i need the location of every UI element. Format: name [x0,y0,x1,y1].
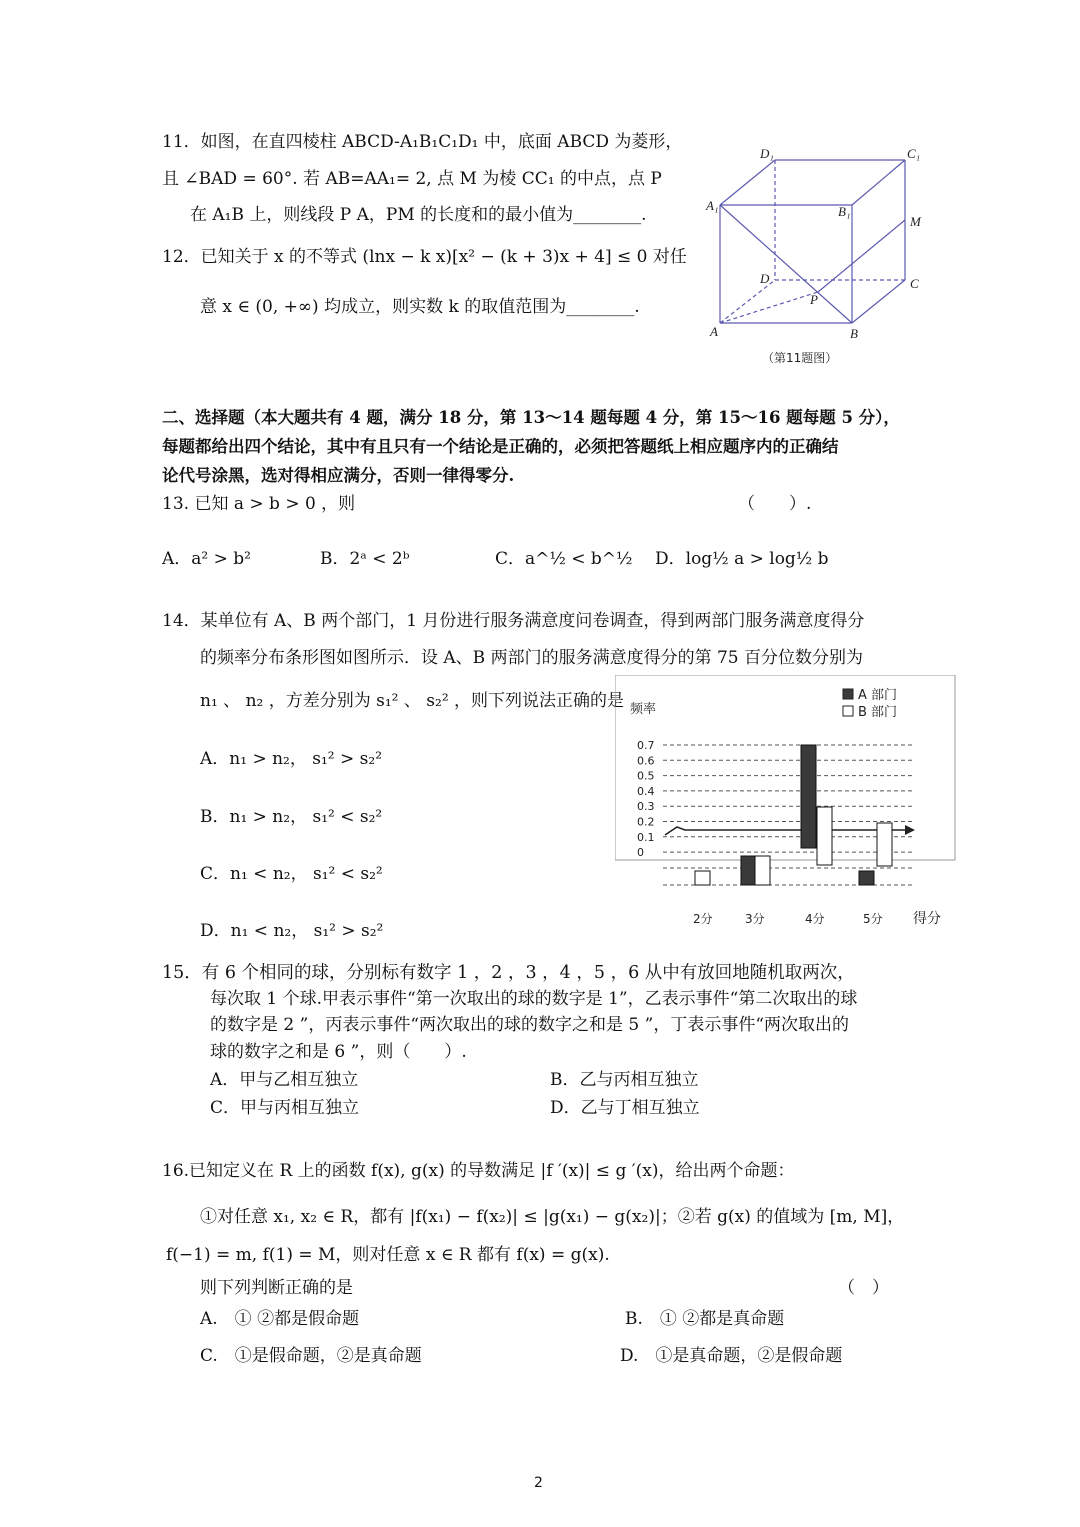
q15-line3: 的数字是 2 ”，丙表示事件“两次取出的球的数字之和是 5 ”，丁表示事件“两次取出的 [210,1015,850,1035]
q11-line2: 且 ∠BAD = 60°. 若 AB=AA₁= 2, 点 M 为棱 CC₁ 的中点，点 P [162,169,662,189]
label-d: D [760,271,770,286]
q14-line3: n₁ 、 n₂ ，方差分别为 s₁² 、 s₂² ，则下列说法正确的是 [200,691,625,711]
x-tick-label: 4分 [805,912,825,926]
bar-b [817,807,832,865]
section2-line3: 论代号涂黑，选对得相应满分，否则一律得零分. [162,466,515,485]
label-a1: A₁ [706,198,719,213]
q14-line2: 的频率分布条形图如图所示．设 A、B 两部门的服务满意度得分的第 75 百分位数分别为 [200,648,864,668]
q12-line2: 意 x ∈ (0, +∞) 均成立，则实数 k 的取值范围为________. [200,297,640,317]
q16-option-b: B. ① ②都是真命题 [625,1309,785,1329]
label-c1: C₁ [907,146,921,161]
q13-option-b: B．2ᵃ < 2ᵇ [320,549,410,569]
q15-line2: 每次取 1 个球.甲表示事件“第一次取出的球的数字是 1”，乙表示事件“第二次取出的球 [210,989,858,1009]
section2-line1: 二、选择题（本大题共有 4 题，满分 18 分，第 13～14 题每题 4 分，第 15～16 题每题 5 分）， [162,408,900,427]
x-tick-label: 5分 [863,912,883,926]
q15-option-c: C．甲与丙相互独立 [210,1098,360,1118]
q16-line4: 则下列判断正确的是 [200,1278,353,1298]
q13-option-c: C．a^½ < b^½ [495,549,633,569]
q15-option-a: A．甲与乙相互独立 [210,1070,359,1090]
q16-option-c: C. ①是假命题，②是真命题 [200,1346,422,1366]
label-p: P [810,292,818,307]
q12-line1: 12．已知关于 x 的不等式 (lnx − k x)[x² − (k + 3)x + 4] ≤ 0 对任 [162,247,687,267]
q15-option-b: B．乙与丙相互独立 [550,1070,699,1090]
legend-swatch-b [843,706,853,716]
q14-option-a: A．n₁ > n₂， s₁² > s₂² [200,749,383,769]
label-a: A [710,324,718,339]
q11-line1: 11．如图，在直四棱柱 ABCD-A₁B₁C₁D₁ 中，底面 ABCD 为菱形， [162,132,683,152]
y-tick-label: 0 [637,846,644,860]
label-m: M [910,214,921,229]
q13-option-a: A．a² > b² [162,549,251,569]
bar-b [755,856,770,885]
y-tick-label: 0.2 [637,815,655,829]
q16-option-d: D. ①是真命题，②是假命题 [620,1346,843,1366]
bar-b [695,871,710,885]
bar-a [741,856,756,885]
q16-line3: f(−1) = m, f(1) = M，则对任意 x ∈ R 都有 f(x) = g(x). [166,1245,610,1265]
x-tick-label: 3分 [745,912,765,926]
q16-line2: ①对任意 x₁, x₂ ∈ R，都有 |f(x₁) − f(x₂)| ≤ |g(x₁) − g(x₂)|；②若 g(x) 的值域为 [m, M]， [200,1207,905,1227]
q11-line3: 在 A₁B 上，则线段 P A，PM 的长度和的最小值为________. [190,205,647,225]
y-tick-label: 0.6 [637,754,655,768]
y-tick-label: 0.4 [637,784,655,798]
q16-paren: （ ） [838,1278,889,1298]
x-axis-arrowhead [905,825,915,835]
label-b: B [850,326,858,341]
q16-line1: 16.已知定义在 R 上的函数 f(x), g(x) 的导数满足 |f ′(x)| ≤ g ′(x)，给出两个命题： [162,1161,795,1181]
legend-swatch-a [843,689,853,699]
q14-line1: 14．某单位有 A、B 两个部门，1 月份进行服务满意度问卷调查，得到两部门服务满意度得分 [162,611,865,631]
legend-label-b: B 部门 [858,705,898,720]
y-tick-label: 0.3 [637,800,655,814]
frequency-bar-chart [615,675,960,935]
q15-option-d: D．乙与丁相互独立 [550,1098,700,1118]
q14-option-c: C．n₁ < n₂， s₁² < s₂² [200,864,383,884]
bar-b [877,823,892,866]
prism-figure [700,140,940,375]
chart-legend [843,688,897,720]
x-axis [665,827,905,835]
y-tick-label: 0.7 [637,739,655,752]
chart-frame [615,675,955,860]
bar-a [801,745,816,848]
q15-line4: 球的数字之和是 6 ”，则（ ）. [210,1042,467,1062]
q14-option-d: D．n₁ < n₂， s₁² > s₂² [200,921,384,941]
y-tick-label: 0.1 [637,830,655,844]
label-b1: B₁ [838,204,851,219]
q13-stem: 13. 已知 a > b > 0 ，则 [162,494,356,514]
bar-a [859,871,874,885]
chart-ylabel: 频率 [630,702,657,717]
x-tick-label: 2分 [693,912,713,926]
y-tick-label: 0.5 [637,769,655,783]
figure-caption: （第11题图） [762,351,838,365]
legend-label-a: A 部门 [858,688,898,703]
label-d1: D₁ [760,146,774,161]
q16-option-a: A. ① ②都是假命题 [200,1309,360,1329]
q14-option-b: B．n₁ > n₂， s₁² < s₂² [200,807,383,827]
label-c: C [910,276,919,291]
page-number: 2 [534,1475,543,1491]
section2-line2: 每题都给出四个结论，其中有且只有一个结论是正确的，必须把答题纸上相应题序内的正确结 [162,437,839,456]
q13-paren: （ ）. [738,494,812,514]
q13-option-d: D．log½ a > log½ b [655,549,829,569]
q15-line1: 15．有 6 个相同的球，分别标有数字 1 ，2 ，3 ，4 ，5 ，6 从中有放回地随机取两次， [162,963,855,983]
chart-xlabel: 得分 [913,911,941,927]
